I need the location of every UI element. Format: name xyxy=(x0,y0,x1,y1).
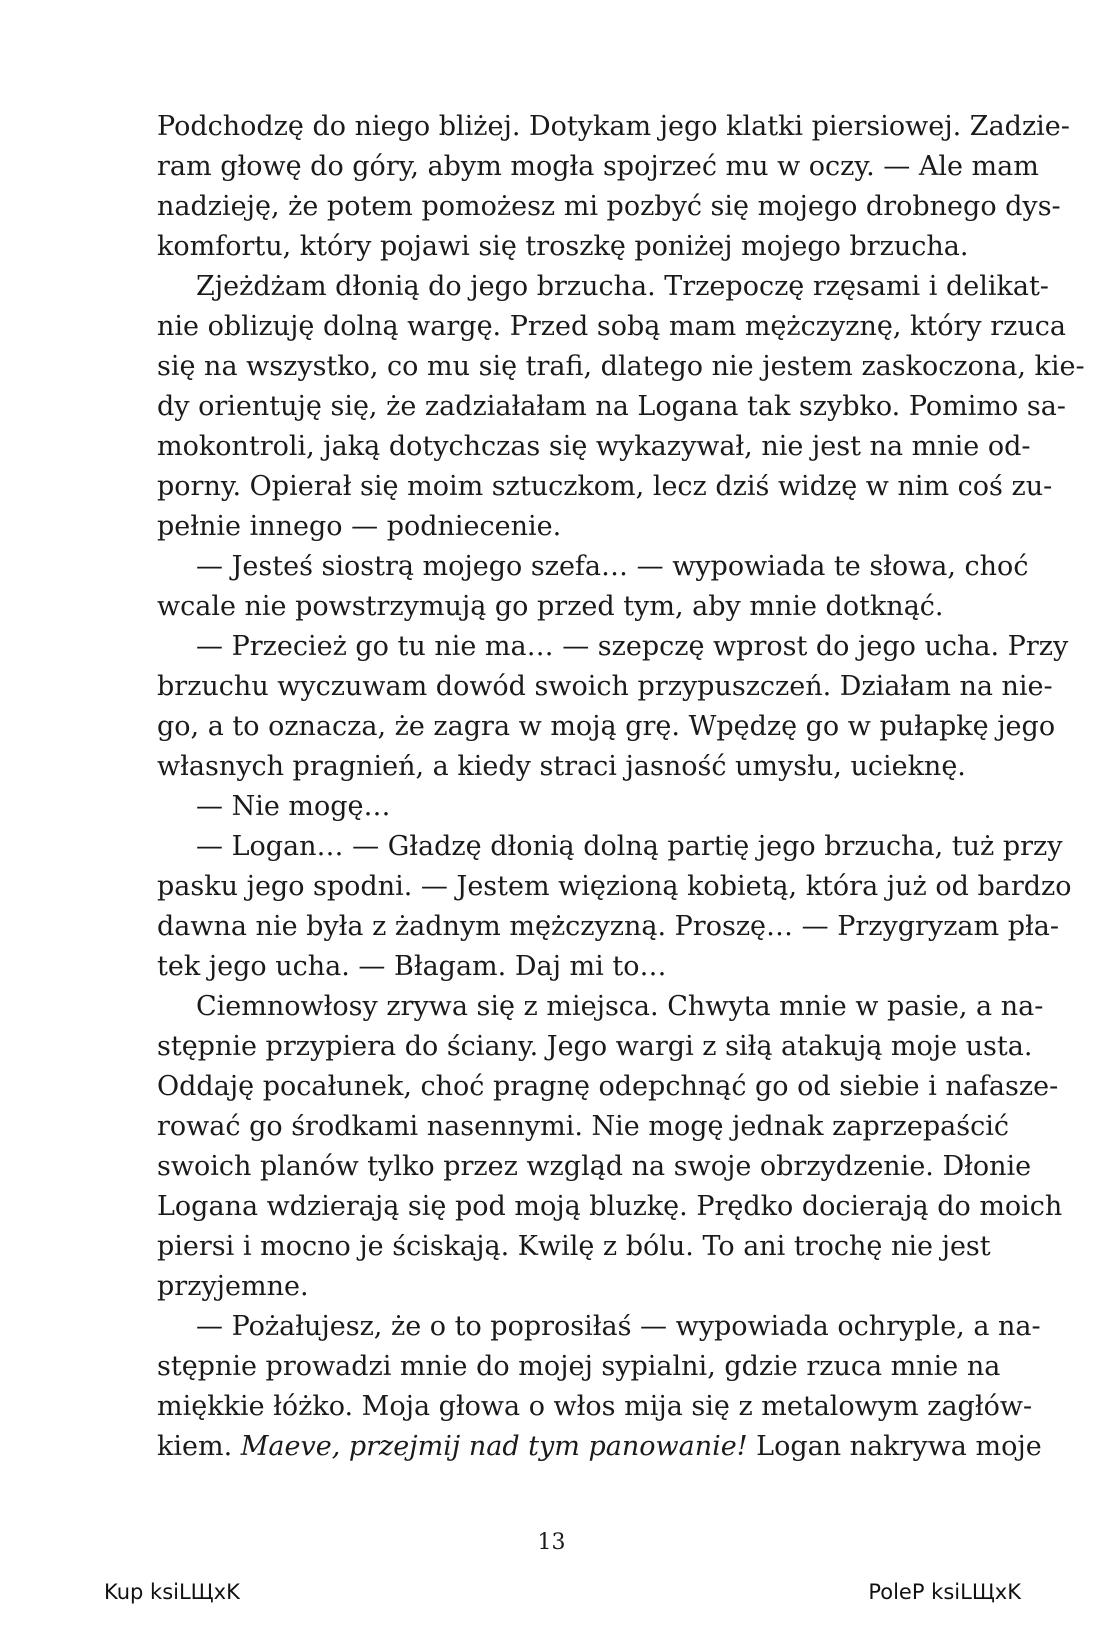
text-line: nadzieję, że potem pomożesz mi pozbyć się mojego drobnego dys- xyxy=(157,191,1061,222)
text-line: nie oblizuję dolną wargę. Przed sobą mam mężczyznę, który rzuca xyxy=(157,311,1066,342)
text-line: brzuchu wyczuwam dowód swoich przypuszczeń. Działam na nie- xyxy=(157,671,1053,702)
text-line: swoich planów tylko przez wzgląd na swoje obrzydzenie. Dłonie xyxy=(157,1151,1032,1182)
text-line: — Logan… — Gładzę dłonią dolną partię jego brzucha, tuż przy xyxy=(196,831,1063,862)
text-line: stępnie prowadzi mnie do mojej sypialni, gdzie rzuca mnie na xyxy=(157,1351,1001,1382)
footer-buy-link[interactable]: Kup ksiLЩxK xyxy=(104,1580,240,1604)
text-line: tek jego ucha. — Błagam. Daj mi to… xyxy=(157,951,667,982)
text-line: dawna nie była z żadnym mężczyzną. Proszę… — Przygryzam pła- xyxy=(157,911,1059,942)
text-line: stępnie przypiera do ściany. Jego wargi z siłą atakują moje usta. xyxy=(157,1031,1033,1062)
text-line: przyjemne. xyxy=(157,1271,309,1302)
text-line: — Przecież go tu nie ma… — szepczę wprost do jego ucha. Przy xyxy=(196,631,1069,662)
body-text xyxy=(157,107,1085,1467)
text-segment: Logan nakrywa moje xyxy=(747,1431,1042,1462)
text-line: Zjeżdżam dłonią do jego brzucha. Trzepoczę rzęsami i delikat- xyxy=(196,271,1049,302)
text-line: Oddaję pocałunek, choć pragnę odepchnąć go od siebie i nafasze- xyxy=(157,1071,1059,1102)
text-line: komfortu, który pojawi się troszkę poniżej mojego brzucha. xyxy=(157,231,969,262)
text-line: — Jesteś siostrą mojego szefa… — wypowiada te słowa, choć xyxy=(196,551,1029,582)
text-line: pełnie innego — podniecenie. xyxy=(157,511,562,542)
text-line: go, a to oznacza, że zagra w moją grę. Wpędzę go w pułapkę jego xyxy=(157,711,1056,742)
text-line: — Pożałujesz, że o to poprosiłaś — wypowiada ochryple, a na- xyxy=(196,1311,1041,1342)
text-segment: kiem. xyxy=(157,1431,241,1462)
text-line xyxy=(157,1427,1042,1467)
text-line: wcale nie powstrzymują go przed tym, aby mnie dotknąć. xyxy=(157,591,944,622)
text-line: rować go środkami nasennymi. Nie mogę jednak zaprzepaścić xyxy=(157,1111,1009,1142)
text-line: mokontroli, jaką dotychczas się wykazywał, nie jest na mnie od- xyxy=(157,431,1031,462)
text-line: Logana wdzierają się pod moją bluzkę. Prędko docierają do moich xyxy=(157,1191,1063,1222)
text-line: własnych pragnień, a kiedy straci jasność umysłu, ucieknę. xyxy=(157,751,966,782)
text-line: porny. Opierał się moim sztuczkom, lecz dziś widzę w nim coś zu- xyxy=(157,471,1053,502)
text-line: — Nie mogę… xyxy=(196,791,391,822)
text-line: się na wszystko, co mu się trafi, dlatego nie jestem zaskoczona, kie- xyxy=(157,351,1085,382)
footer-recommend-link[interactable]: PoleP ksiLЩxK xyxy=(868,1580,1021,1604)
text-line: ram głowę do góry, abym mogła spojrzeć mu w oczy. — Ale mam xyxy=(157,151,1039,182)
text-line: miękkie łóżko. Moja głowa o włos mija się z metalowym zagłów- xyxy=(157,1391,1033,1422)
italic-text: Maeve, przejmij nad tym panowanie! xyxy=(240,1431,748,1462)
text-line: dy orientuję się, że zadziałałam na Logana tak szybko. Pomimo sa- xyxy=(157,391,1066,422)
text-line: Ciemnowłosy zrywa się z miejsca. Chwyta mnie w pasie, a na- xyxy=(196,991,1044,1022)
page-number: 13 xyxy=(537,1530,566,1555)
text-line: Podchodzę do niego bliżej. Dotykam jego klatki piersiowej. Zadzie- xyxy=(157,111,1070,142)
text-line: piersi i mocno je ściskają. Kwilę z bólu. To ani trochę nie jest xyxy=(157,1231,991,1262)
text-line: pasku jego spodni. — Jestem więzioną kobietą, która już od bardzo xyxy=(157,871,1072,902)
